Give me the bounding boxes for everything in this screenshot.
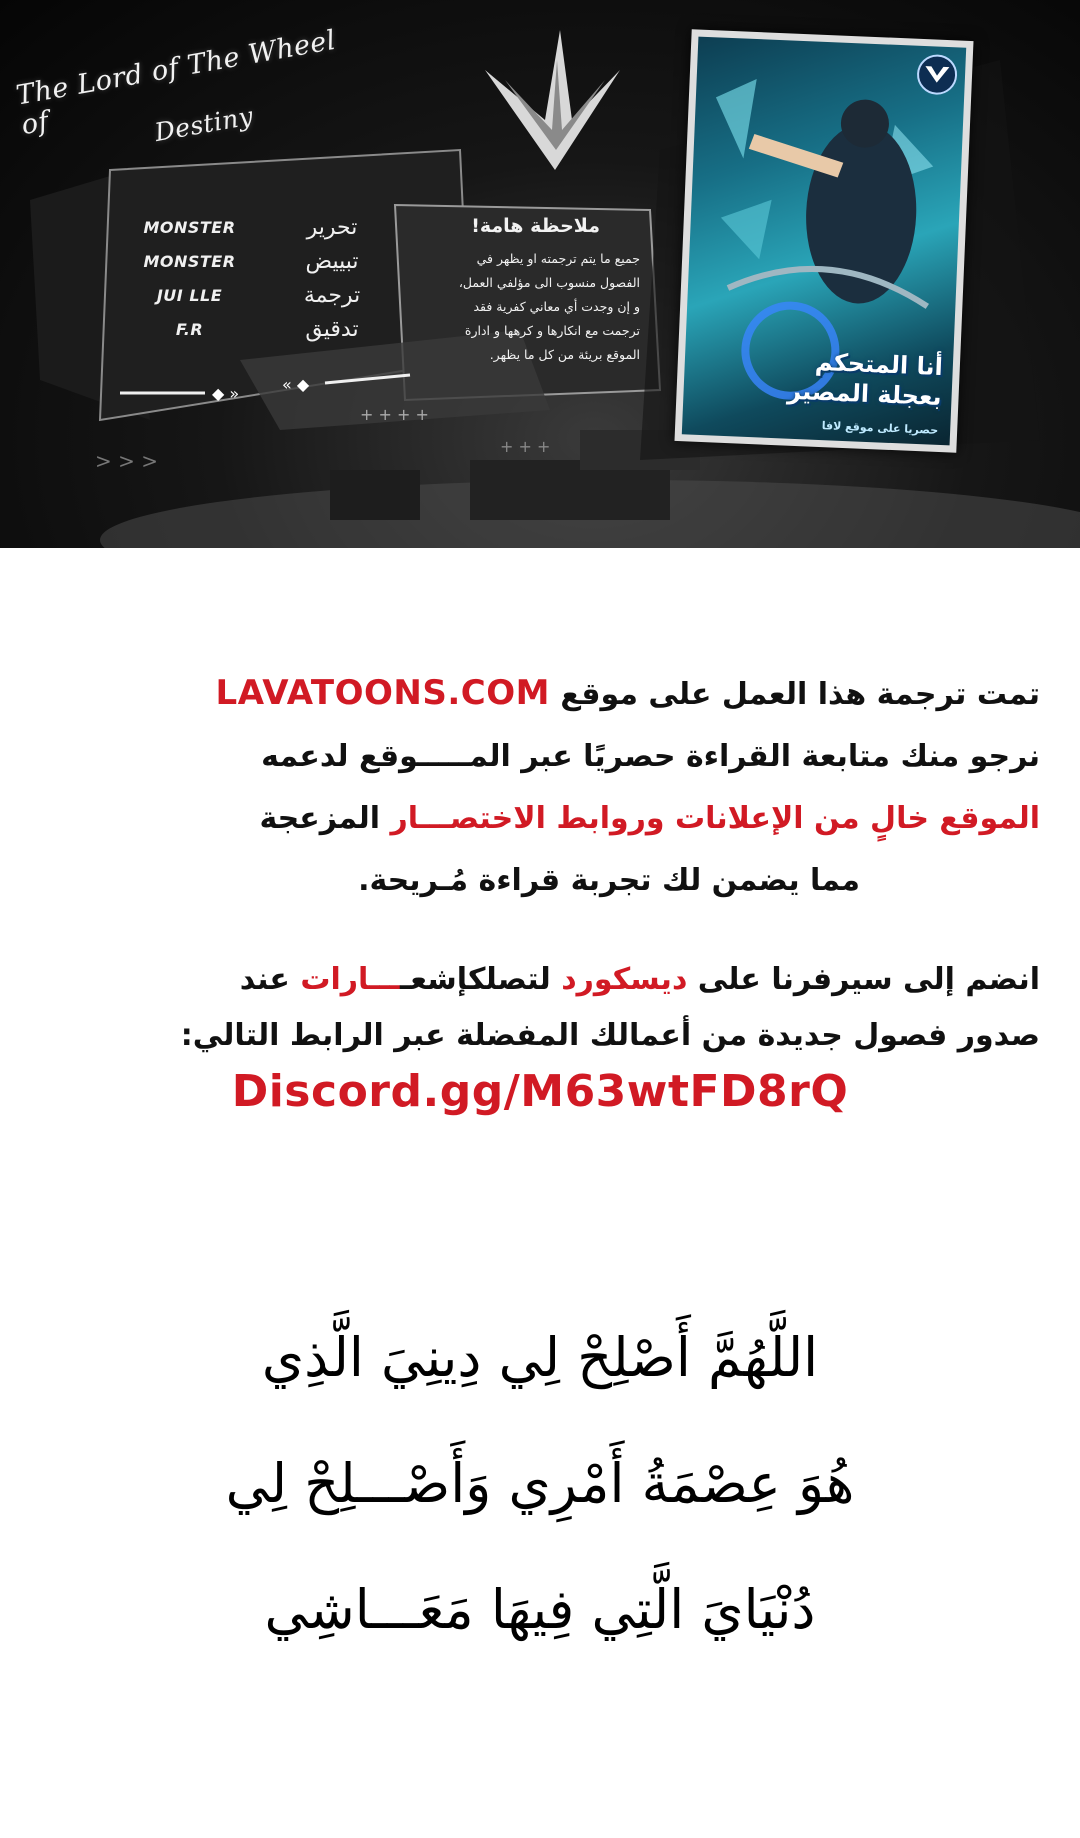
credit-name: MONSTER [143,251,236,271]
v-logo-icon [918,56,955,93]
site-logo-badge [916,54,958,96]
notifications-highlight: ـــارات [300,962,401,997]
svg-text:« ◆: « ◆ [282,375,310,394]
svg-text:+ + +: + + + [500,437,551,456]
site-message-line1 [40,662,1040,726]
discord-invite-link[interactable]: Discord.gg/M63wtFD8rQ [231,1066,849,1117]
annoying-text: المزعجة [259,801,381,836]
svg-text:> > >: > > > [95,449,158,473]
poster-tagline: حصريا على موقع لافا [821,419,939,437]
join-server-text: انضم إلى سيرفرنا على [697,962,1040,997]
notice-line: و إن وجدت أي معاني كفرية فقد [473,299,640,314]
poster-title [787,346,944,412]
credit-role: تحرير [306,214,358,240]
credit-row [132,312,392,346]
important-notice [405,215,640,367]
credit-row [132,210,392,244]
credits-banner [0,0,1080,548]
notifications-highlight-start: إشعـ [400,962,469,997]
credit-role: ترجمة [303,282,361,308]
credit-name: JUI LLE [156,285,223,305]
site-name-link[interactable]: LAVATOONS.COM [215,673,550,713]
credit-name: MONSTER [143,217,236,237]
credit-row [132,244,392,278]
site-message-line3 [40,788,1040,850]
notice-line: الموقع بريئة من كل ما يظهر. [489,347,640,362]
site-message-line2: نرجو منك متابعة القراءة حصريًا عبر المـــــوقع لدعمه [261,739,1040,774]
poster-title-line1: أنا المتحكم [814,347,944,382]
prayer-line3: دُنْيَايَ الَّتِي فِيهَا مَعَـــاشِي [264,1578,816,1641]
credit-role: تبييض [305,248,359,274]
credit-name: F.R [175,319,204,339]
notice-line: جميع ما يتم ترجمته او يظهر في [476,251,640,266]
series-title-line1: The Lord of The Wheel of [13,24,339,142]
site-message [40,662,1040,912]
discord-word-highlight: ديسكورد [561,962,688,997]
when-text: عند [239,962,290,997]
svg-text:◆ »: ◆ » [212,384,240,403]
credits-list [132,210,392,346]
svg-text:+ + + +: + + + + [360,405,429,424]
prayer-line1: اللَّهُمَّ أَصْلِحْ لِي دِينِيَ الَّذِي [261,1326,819,1389]
series-poster [674,29,973,452]
notice-line: الفصول منسوب الى مؤلفي العمل، [458,275,640,290]
prayer-calligraphy [40,1295,1040,1673]
notice-body [405,247,640,367]
site-message-line4: مما يضمن لك تجربة قراءة مُـريحة. [358,863,860,898]
poster-title-line2: بعجلة المصير [786,376,943,412]
credit-row [132,278,392,312]
notice-title: ملاحظة هامة! [471,215,600,237]
discord-message-line1 [40,952,1040,1008]
series-title-line2: Destiny [152,101,256,148]
poster-artwork [682,37,966,446]
discord-message [40,952,1040,1064]
credit-role: تدقيق [305,316,359,342]
discord-message-line2: صدور فصول جديدة من أعمالك المفضلة عبر الرابط التالي: [180,1018,1040,1053]
translation-site-text: تمت ترجمة هذا العمل على موقع [560,677,1040,712]
notice-line: ترجمت مع انكارها و كرهها و ادارة [464,323,640,338]
prayer-line2: هُوَ عِصْمَةُ أَمْرِي وَأَصْـــلِحْ لِي [225,1452,855,1515]
to-receive-text: لتصلك [468,962,551,997]
no-ads-highlight: الموقع خالٍ من الإعلانات وروابط الاختصـــار [390,801,1040,836]
